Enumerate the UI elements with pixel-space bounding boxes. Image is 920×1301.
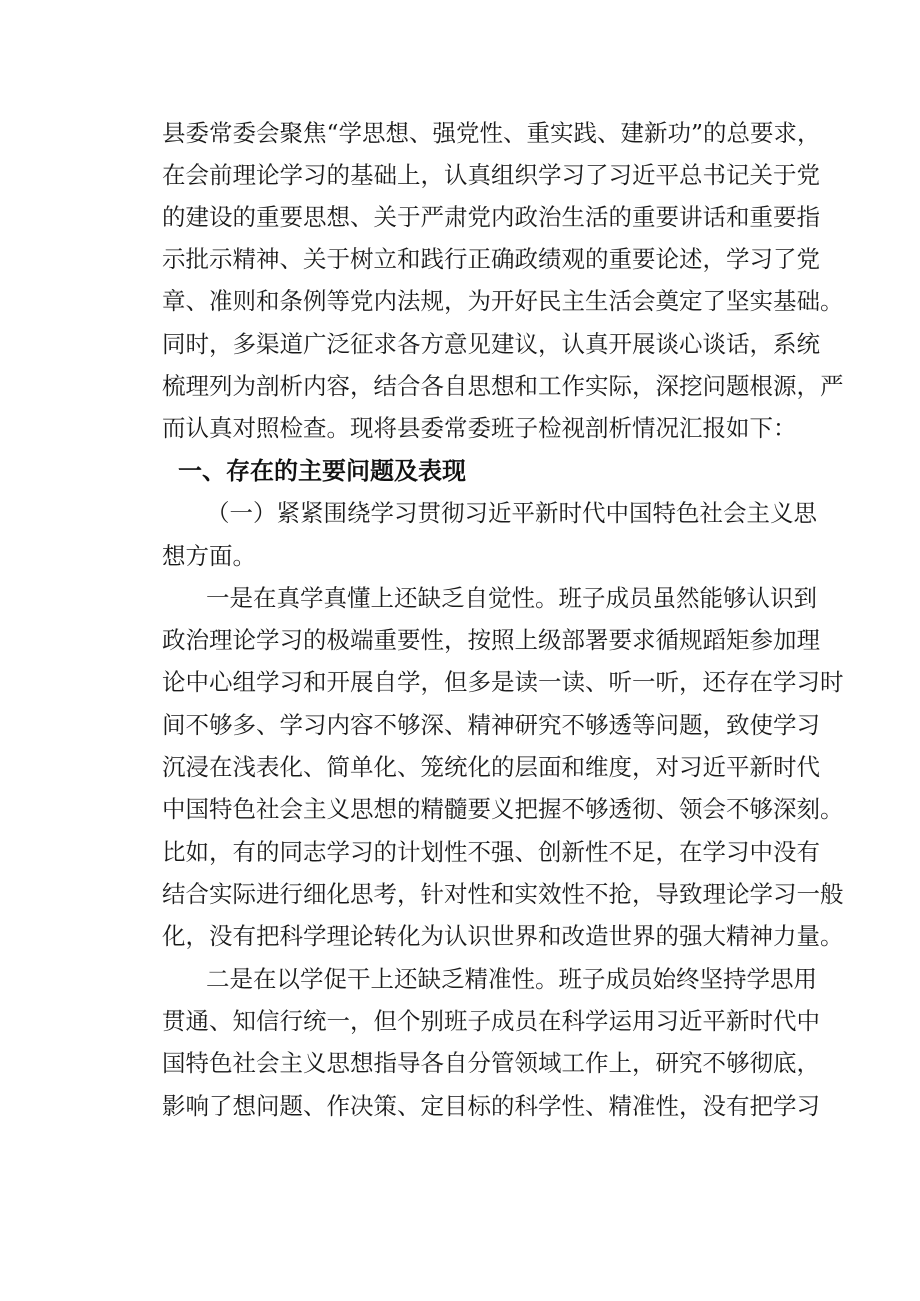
para1-line-7: 比如，有的同志学习的计划性不强、创新性不足，在学习中没有: [162, 838, 820, 866]
intro-line-7: 梳理列为剖析内容，结合各自思想和工作实际，深挖问题根源，严: [162, 372, 844, 400]
intro-line-5: 章、准则和条例等党内法规，为开好民主生活会奠定了坚实基础。: [162, 287, 844, 315]
para1-line-9: 化，没有把科学理论转化为认识世界和改造世界的强大精神力量。: [162, 922, 844, 950]
intro-line-6: 同时，多渠道广泛征求各方意见建议，认真开展谈心谈话，系统: [162, 330, 820, 358]
para1-line-6: 中国特色社会主义思想的精髓要义把握不够透彻、领会不够深刻。: [162, 795, 844, 823]
para2-line-2: 贯通、知信行统一，但个别班子成员在科学运用习近平新时代中: [162, 1007, 820, 1035]
para1-line-4: 间不够多、学习内容不够深、精神研究不够透等问题，致使学习: [162, 711, 820, 739]
para2-line-4: 影响了想问题、作决策、定目标的科学性、精准性，没有把学习: [162, 1092, 820, 1120]
subsection-line-1: （一）紧紧围绕学习贯彻习近平新时代中国特色社会主义思: [206, 499, 817, 527]
intro-line-2: 在会前理论学习的基础上，认真组织学习了习近平总书记关于党: [162, 161, 820, 189]
para2-line-3: 国特色社会主义思想指导各自分管领域工作上，研究不够彻底，: [162, 1049, 820, 1077]
intro-line-4: 示批示精神、关于树立和践行正确政绩观的重要论述，学习了党: [162, 245, 820, 273]
para2-line-1: 二是在以学促干上还缺乏精准性。班子成员始终坚持学思用: [206, 965, 817, 993]
section-heading: 一、存在的主要问题及表现: [178, 457, 466, 485]
intro-line-8: 而认真对照检查。现将县委常委班子检视剖析情况汇报如下：: [162, 414, 797, 442]
para1-line-3: 论中心组学习和开展自学，但多是读一读、听一听，还存在学习时: [162, 668, 844, 696]
intro-line-1: 县委常委会聚焦“学思想、强党性、重实践、建新功”的总要求，: [162, 119, 821, 147]
para1-line-2: 政治理论学习的极端重要性，按照上级部署要求循规蹈矩参加理: [162, 626, 820, 654]
intro-line-3: 的建设的重要思想、关于严肃党内政治生活的重要讲话和重要指: [162, 203, 820, 231]
para1-line-1: 一是在真学真懂上还缺乏自觉性。班子成员虽然能够认识到: [206, 584, 817, 612]
subsection-line-2: 想方面。: [162, 542, 256, 570]
para1-line-5: 沉浸在浅表化、简单化、笼统化的层面和维度，对习近平新时代: [162, 753, 820, 781]
para1-line-8: 结合实际进行细化思考，针对性和实效性不抢，导致理论学习一般: [162, 880, 844, 908]
